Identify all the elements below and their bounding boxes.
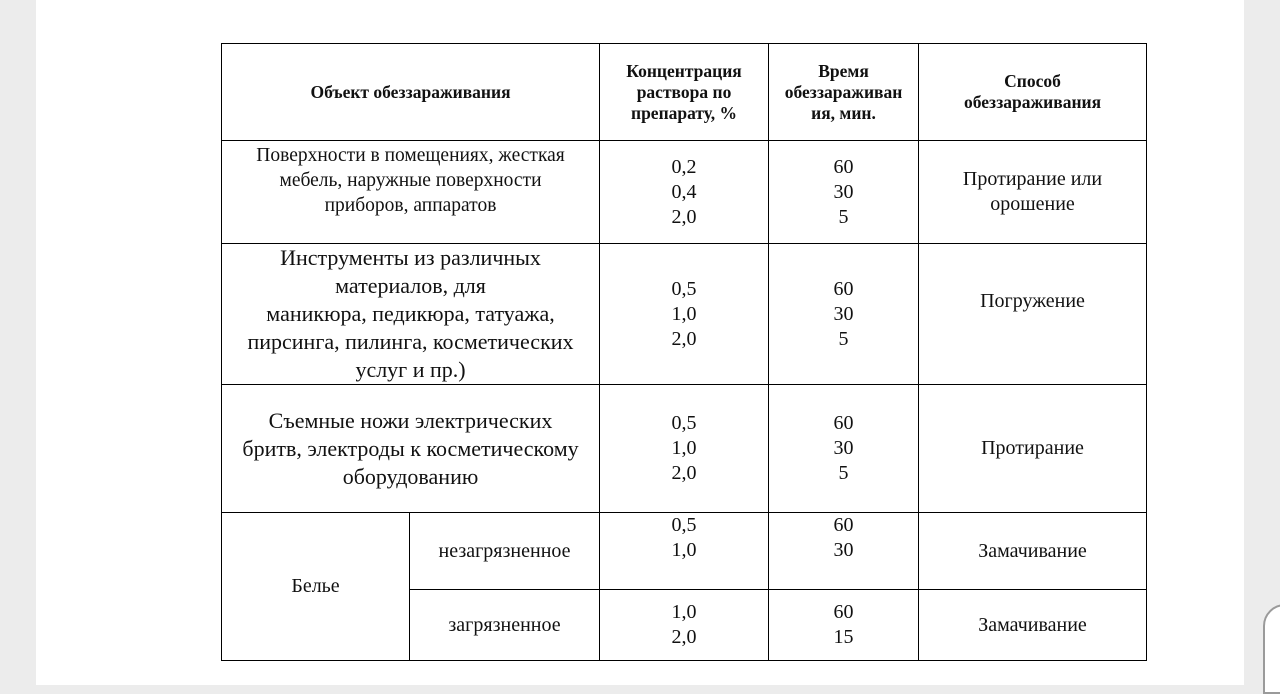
disinfection-table xyxy=(221,43,1147,661)
concentration-cell xyxy=(600,141,769,244)
time-value: 30 xyxy=(833,180,854,203)
time-value: 30 xyxy=(833,539,854,561)
time-cell xyxy=(769,141,919,244)
time-cell xyxy=(769,513,919,590)
time-value: 5 xyxy=(838,462,849,484)
method-cell: Замачивание xyxy=(919,513,1147,590)
linen-cell: Белье xyxy=(222,513,410,661)
time-value: 30 xyxy=(833,437,854,459)
table-row xyxy=(222,513,1147,590)
object-cell: Инструменты из различных материалов, для маникюра, педикюра, татуажа, пирсинга, пилинга, косметических услуг и пр.) xyxy=(222,244,600,385)
concentration-cell xyxy=(600,244,769,385)
linen-subtype-cell: незагрязненное xyxy=(410,513,600,590)
table-header-row xyxy=(222,44,1147,141)
time-value: 60 xyxy=(833,601,854,623)
time-value: 5 xyxy=(838,327,849,350)
concentration-value: 2,0 xyxy=(671,205,697,228)
page-corner-decoration xyxy=(1263,604,1280,694)
method-cell: Погружение xyxy=(919,244,1147,385)
document-page xyxy=(36,0,1244,685)
table-row xyxy=(222,385,1147,513)
object-cell: Поверхности в помещениях, жесткая мебель, наружные поверхности приборов, аппаратов xyxy=(222,141,600,244)
table-row xyxy=(222,244,1147,385)
time-value: 30 xyxy=(833,302,854,325)
time-value: 60 xyxy=(833,514,854,536)
time-value: 60 xyxy=(833,155,854,178)
time-value: 15 xyxy=(833,626,854,648)
table-row xyxy=(222,141,1147,244)
concentration-value: 1,0 xyxy=(671,539,697,561)
concentration-value: 1,0 xyxy=(671,302,697,325)
concentration-cell xyxy=(600,590,769,661)
method-cell: Протирание xyxy=(919,385,1147,513)
concentration-cell xyxy=(600,513,769,590)
concentration-value: 1,0 xyxy=(671,437,697,459)
time-cell xyxy=(769,385,919,513)
concentration-value: 0,5 xyxy=(671,412,697,434)
concentration-value: 2,0 xyxy=(671,327,697,350)
concentration-value: 1,0 xyxy=(671,601,697,623)
header-concentration: Концентрация раствора по препарату, % xyxy=(600,44,769,141)
time-value: 5 xyxy=(838,205,849,228)
linen-subtype-cell: загрязненное xyxy=(410,590,600,661)
concentration-value: 2,0 xyxy=(671,626,697,648)
time-value: 60 xyxy=(833,277,854,300)
header-object: Объект обеззараживания xyxy=(222,44,600,141)
concentration-value: 0,5 xyxy=(671,514,697,536)
header-method: Способ обеззараживания xyxy=(919,44,1147,141)
concentration-value: 0,4 xyxy=(671,180,697,203)
method-cell: Замачивание xyxy=(919,590,1147,661)
time-cell xyxy=(769,590,919,661)
concentration-value: 0,2 xyxy=(671,155,697,178)
method-cell: Протирание или орошение xyxy=(919,141,1147,244)
concentration-value: 2,0 xyxy=(671,462,697,484)
concentration-cell xyxy=(600,385,769,513)
header-time: Время обеззараживан ия, мин. xyxy=(769,44,919,141)
concentration-value: 0,5 xyxy=(671,277,697,300)
object-cell: Съемные ножи электрических бритв, электроды к косметическому оборудованию xyxy=(222,385,600,513)
time-value: 60 xyxy=(833,412,854,434)
time-cell xyxy=(769,244,919,385)
